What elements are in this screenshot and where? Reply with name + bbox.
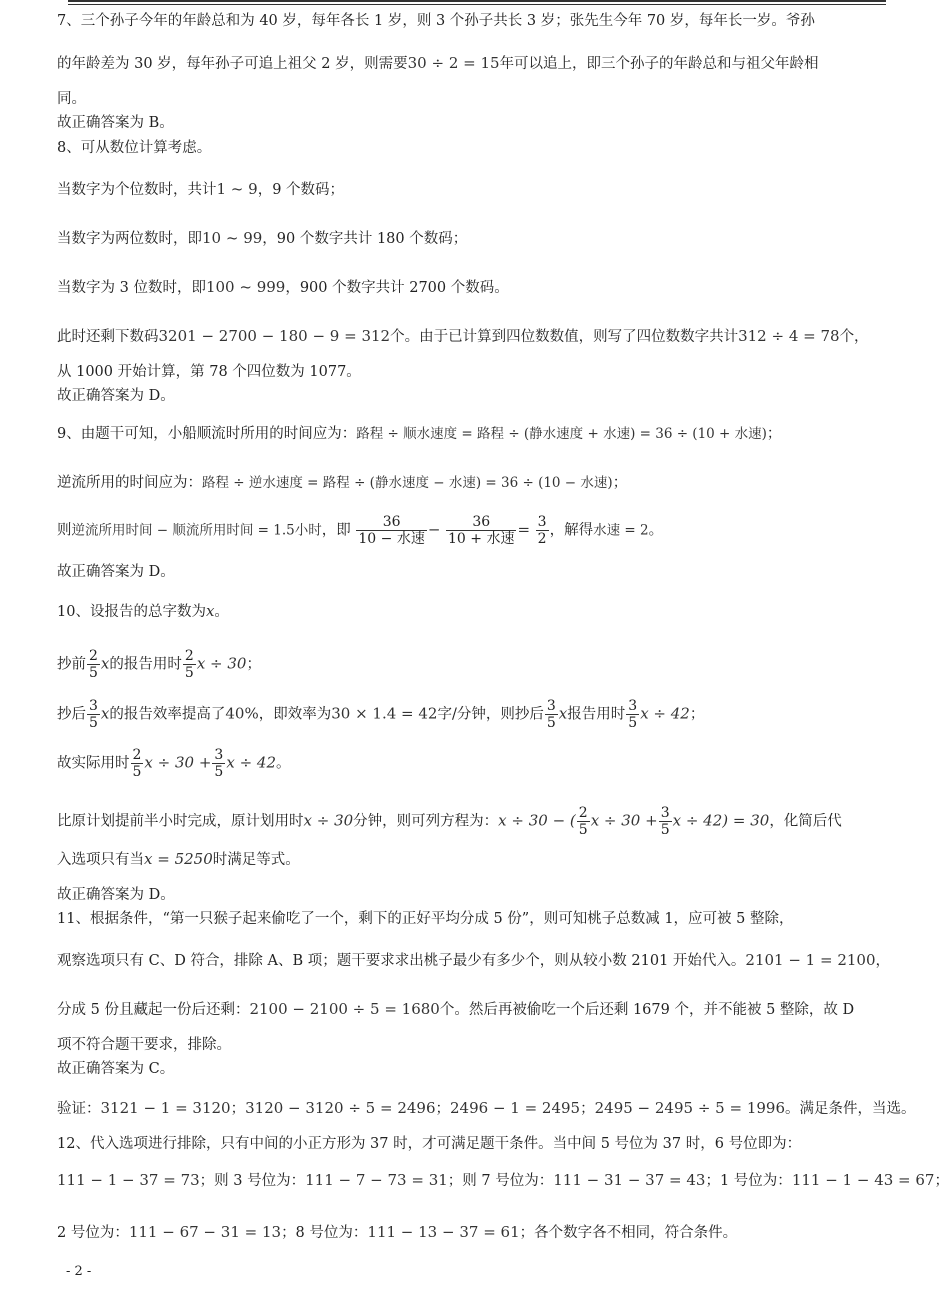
q9-line-2: 逆流所用的时间应为：路程 ÷ 逆水速度 = 路程 ÷ (静水速度 − 水速) = 36 ÷ (10 − 水速)；	[57, 475, 628, 491]
q8-line-1: 当数字为个位数时，共计1 ~ 9，9 个数码；	[57, 180, 345, 198]
q7-line-1: 7、三个孙子今年的年龄总和为 40 岁，每年各长 1 岁，则 3 个孙子共长 3 岁；张先生今年 70 岁，每年长一岁。爷孙	[57, 13, 815, 29]
q11-line-3: 分成 5 份且藏起一份后还剩：2100 − 2100 ÷ 5 = 1680个。然后再被偷吃一个后还剩 1679 个，并不能被 5 整除，故 D	[57, 1000, 855, 1018]
q9-answer: 故正确答案为 D。	[57, 564, 175, 580]
q12-line-3: 2 号位为：111 − 67 − 31 = 13；8 号位为：111 − 13 − 37 = 61；各个数字各不相同，符合条件。	[57, 1223, 738, 1241]
fraction: $\frac{2}{5}$	[89, 648, 98, 681]
fraction: $\frac{2}{5}$	[578, 805, 588, 838]
q9-line-1: 9、由题干可知，小船顺流时所用的时间应为：路程 ÷ 顺水速度 = 路程 ÷ (静水速度 + 水速) = 36 ÷ (10 + 水速)；	[57, 426, 782, 442]
q8-answer: 故正确答案为 D。	[57, 388, 175, 404]
fraction: $\frac{3}{5}$	[546, 698, 556, 731]
fraction: $\frac{2}{5}$	[132, 747, 142, 780]
q12-line-1: 12、代入选项进行排除，只有中间的小正方形为 37 时，才可满足题干条件。当中间 5 号位为 37 时，6 号位即为：	[57, 1136, 802, 1152]
math-expression: 30 ÷ 2 = 15	[407, 54, 500, 72]
q11-verification: 验证：3121 − 1 = 3120；3120 − 3120 ÷ 5 = 2496；2496 − 1 = 2495；2495 − 2495 ÷ 5 = 1996。满足条件，当选。	[57, 1099, 916, 1117]
q11-line-2: 观察选项只有 C、D 符合，排除 A、B 项；题干要求求出桃子最少有多少个，则从较小数 2101 开始代入。2101 − 1 = 2100，	[57, 951, 891, 969]
q10-line-4: 故实际用时 $\frac{2}{5}$ x ÷ 30 + $\frac{3}{5}$ x ÷ 42。	[57, 747, 291, 780]
q11-answer: 故正确答案为 C。	[57, 1061, 175, 1077]
q8-line-2: 当数字为两位数时，即10 ~ 99，90 个数字共计 180 个数码；	[57, 229, 468, 247]
q10-line-1: 10、设报告的总字数为x。	[57, 602, 229, 620]
q10-answer: 故正确答案为 D。	[57, 887, 175, 903]
q8-line-4: 此时还剩下数码3201 − 2700 − 180 − 9 = 312个。由于已计算到四位数数值，则写了四位数数字共计312 ÷ 4 = 78个，	[57, 327, 869, 345]
fraction: $\frac{36}{\text{10 + 水速}}$	[448, 514, 515, 547]
q9-line-3: 则逆流所用时间 − 顺流所用时间 = 1.5小时，即 $\frac{36}{\text{10 − 水速}}$ − $\frac{36}{\text{10 + 水速}}$ = $\frac{3}{2}$ ，解得水速 = 2。	[57, 514, 664, 547]
q7-line-3: 同。	[57, 91, 86, 107]
q7-answer: 故正确答案为 B。	[57, 115, 174, 131]
top-rule-thin	[68, 4, 886, 5]
fraction: $\frac{3}{2}$	[537, 514, 547, 547]
q8-line-5: 从 1000 开始计算，第 78 个四位数为 1077。	[57, 364, 361, 380]
page-number: - 2 -	[66, 1264, 92, 1279]
q8-intro: 8、可从数位计算考虑。	[57, 140, 212, 156]
fraction: $\frac{36}{\text{10 − 水速}}$	[358, 514, 425, 547]
top-rule	[68, 0, 886, 2]
q8-line-3: 当数字为 3 位数时，即100 ~ 999，900 个数字共计 2700 个数码。	[57, 278, 509, 296]
fraction: $\frac{3}{5}$	[89, 698, 98, 731]
q10-line-5: 比原计划提前半小时完成，原计划用时x ÷ 30分钟，则可列方程为：x ÷ 30 − ( $\frac{2}{5}$ x ÷ 30 + $\frac{3}{5}$ x ÷ 42) = 30，化简后代	[57, 805, 842, 838]
q10-line-2: 抄前 $\frac{2}{5}$ x的报告用时 $\frac{2}{5}$ x ÷ 30；	[57, 648, 261, 681]
q10-line-6: 入选项只有当x = 5250时满足等式。	[57, 850, 300, 868]
q11-line-1: 11、根据条件，“第一只猴子起来偷吃了一个，剩下的正好平均分成 5 份”，则可知桃子总数减 1，应可被 5 整除，	[57, 911, 794, 927]
q12-line-2: 111 − 1 − 37 = 73；则 3 号位为：111 − 7 − 73 = 31；则 7 号位为：111 − 31 − 37 = 43；1 号位为：111 − 1 − 43 = 67；	[57, 1171, 949, 1189]
q11-line-4: 项不符合题干要求，排除。	[57, 1037, 231, 1053]
fraction: $\frac{3}{5}$	[628, 698, 638, 731]
fraction: $\frac{3}{5}$	[660, 805, 670, 838]
fraction: $\frac{3}{5}$	[214, 747, 224, 780]
fraction: $\frac{2}{5}$	[184, 648, 194, 681]
q10-line-3: 抄后 $\frac{3}{5}$ x的报告效率提高了40%，即效率为30 × 1.4 = 42字/分钟，则抄后 $\frac{3}{5}$ x报告用时 $\frac{3}{5}$ x ÷ 42；	[57, 698, 705, 731]
q7-line-2: 的年龄差为 30 岁，每年孙子可追上祖父 2 岁，则需要30 ÷ 2 = 15年可以追上，即三个孙子的年龄总和与祖父年龄相	[57, 54, 819, 72]
